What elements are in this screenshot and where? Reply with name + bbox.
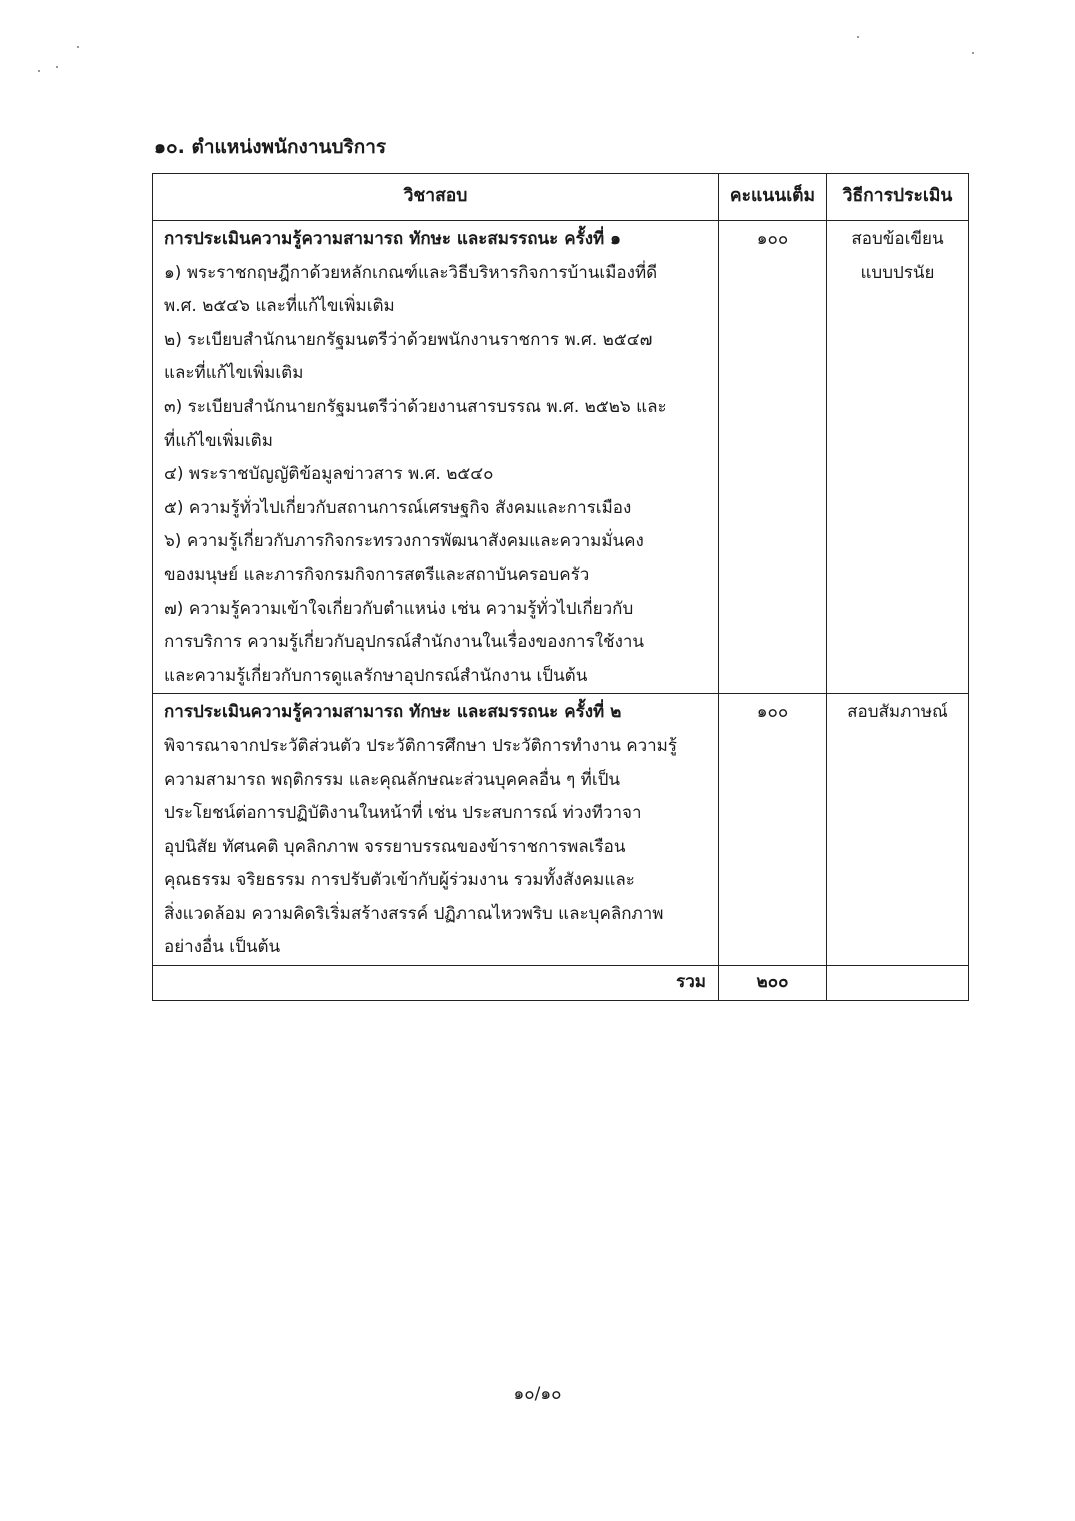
scan-speck bbox=[56, 66, 58, 68]
method-line: สอบสัมภาษณ์ bbox=[847, 702, 948, 723]
subject-line: ที่แก้ไขเพิ่มเติม bbox=[164, 430, 273, 451]
subject-line: คุณธรรม จริยธรรม การปรับตัวเข้ากับผู้ร่วมงาน รวมทั้งสังคมและ bbox=[164, 870, 635, 891]
total-method-empty bbox=[827, 966, 969, 1001]
subject-line: ของมนุษย์ และภารกิจกรมกิจการสตรีและสถาบันครอบครัว bbox=[164, 564, 590, 585]
subject-line: อุปนิสัย ทัศนคติ บุคลิกภาพ จรรยาบรรณของข้าราชการพลเรือน bbox=[164, 836, 626, 857]
total-label: รวม bbox=[153, 966, 719, 1001]
subject-line: ความสามารถ พฤติกรรม และคุณลักษณะส่วนบุคคลอื่น ๆ ที่เป็น bbox=[164, 769, 621, 790]
subject-cell-round-2 bbox=[153, 694, 719, 966]
subject-line: ๖) ความรู้เกี่ยวกับภารกิจกระทรวงการพัฒนาสังคมและความมั่นคง bbox=[164, 531, 644, 552]
total-score: ๒๐๐ bbox=[719, 966, 827, 1001]
method-line: แบบปรนัย bbox=[860, 262, 935, 283]
method-cell bbox=[827, 694, 969, 966]
header-subject: วิชาสอบ bbox=[153, 174, 719, 221]
subject-line: อย่างอื่น เป็นต้น bbox=[164, 937, 281, 958]
subject-line: ๗) ความรู้ความเข้าใจเกี่ยวกับตำแหน่ง เช่น ความรู้ทั่วไปเกี่ยวกับ bbox=[164, 598, 634, 619]
subject-line: ๑) พระราชกฤษฎีกาด้วยหลักเกณฑ์และวิธีบริหารกิจการบ้านเมืองที่ดี bbox=[164, 262, 658, 283]
scan-speck bbox=[972, 52, 974, 54]
subject-line: ประโยชน์ต่อการปฏิบัติงานในหน้าที่ เช่น ประสบการณ์ ท่วงทีวาจา bbox=[164, 803, 642, 824]
subject-line: พิจารณาจากประวัติส่วนตัว ประวัติการศึกษา ประวัติการทำงาน ความรู้ bbox=[164, 735, 678, 756]
section-title: ๑๐. ตำแหน่งพนักงานบริการ bbox=[154, 136, 387, 158]
exam-table bbox=[152, 173, 969, 1001]
scan-speck bbox=[38, 70, 40, 72]
table-row bbox=[153, 221, 969, 694]
header-method: วิธีการประเมิน bbox=[827, 174, 969, 221]
total-row bbox=[153, 966, 969, 1001]
subject-line: และที่แก้ไขเพิ่มเติม bbox=[164, 363, 304, 384]
subject-line: สิ่งแวดล้อม ความคิดริเริ่มสร้างสรรค์ ปฏิภาณไหวพริบ และบุคลิกภาพ bbox=[164, 903, 664, 924]
subject-line: และความรู้เกี่ยวกับการดูแลรักษาอุปกรณ์สำนักงาน เป็นต้น bbox=[164, 665, 588, 686]
table-row bbox=[153, 694, 969, 966]
table-header-row bbox=[153, 174, 969, 221]
subject-line: ๕) ความรู้ทั่วไปเกี่ยวกับสถานการณ์เศรษฐกิจ สังคมและการเมือง bbox=[164, 497, 632, 518]
subject-cell-round-1 bbox=[153, 221, 719, 694]
subject-line: ๔) พระราชบัญญัติข้อมูลข่าวสาร พ.ศ. ๒๕๔๐ bbox=[164, 464, 494, 485]
round-heading: การประเมินความรู้ความสามารถ ทักษะ และสมรรถนะ ครั้งที่ ๒ bbox=[164, 702, 622, 723]
subject-line: ๒) ระเบียบสำนักนายกรัฐมนตรีว่าด้วยพนักงานราชการ พ.ศ. ๒๕๔๗ bbox=[164, 329, 653, 350]
method-cell bbox=[827, 221, 969, 694]
subject-line: ๓) ระเบียบสำนักนายกรัฐมนตรีว่าด้วยงานสารบรรณ พ.ศ. ๒๕๒๖ และ bbox=[164, 396, 667, 417]
header-full-score: คะแนนเต็ม bbox=[719, 174, 827, 221]
score-cell: ๑๐๐ bbox=[719, 221, 827, 694]
round-heading: การประเมินความรู้ความสามารถ ทักษะ และสมรรถนะ ครั้งที่ ๑ bbox=[164, 229, 621, 249]
subject-line: การบริการ ความรู้เกี่ยวกับอุปกรณ์สำนักงานในเรื่องของการใช้งาน bbox=[164, 632, 645, 653]
subject-line: พ.ศ. ๒๕๔๖ และที่แก้ไขเพิ่มเติม bbox=[164, 296, 395, 317]
method-line: สอบข้อเขียน bbox=[851, 229, 944, 249]
score-cell: ๑๐๐ bbox=[719, 694, 827, 966]
page-number: ๑๐/๑๐ bbox=[513, 1384, 562, 1404]
scan-speck bbox=[857, 36, 859, 38]
scan-speck bbox=[77, 46, 79, 48]
